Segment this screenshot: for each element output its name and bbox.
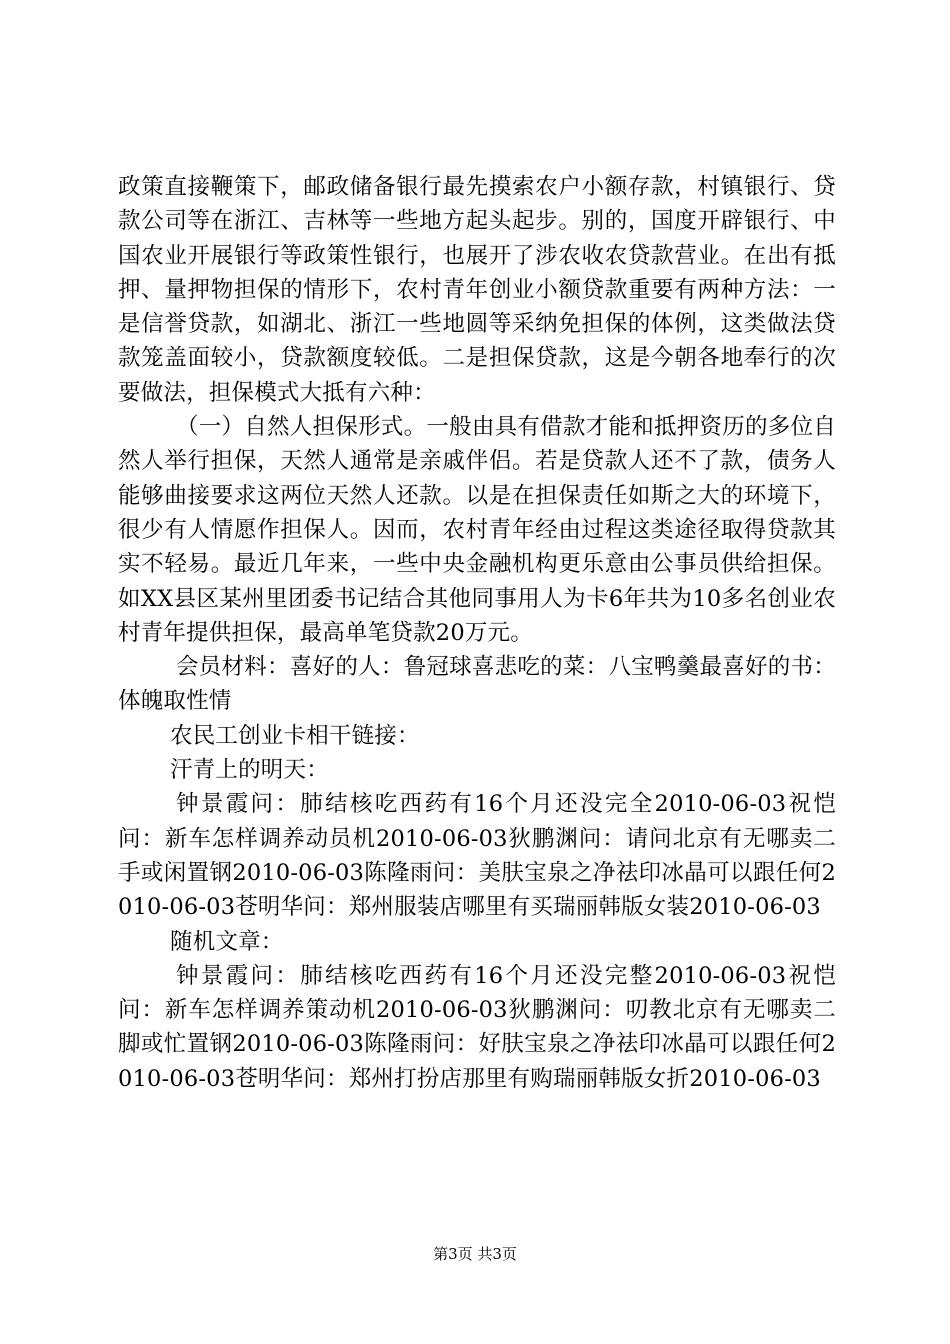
document-body bbox=[118, 170, 836, 1096]
paragraph-history-today: 汗青上的明天： bbox=[170, 757, 329, 784]
paragraph-member-info: 会员材料：喜好的人：鲁冠球喜悲吃的菜：八宝鸭羹最喜好的书：体魄取性情 bbox=[118, 654, 836, 715]
paragraph-random-articles: 随机文章： bbox=[170, 928, 284, 955]
paragraph-history-questions: 钟景霞问：肺结核吃西药有16个月还没完全2010-06-03祝恺问：新车怎样调养动员机2010-06-03狄鹏渊问：请问北京有无哪卖二手或闲置钢2010-06-03陈隆雨问：美肤宝泉之净祛印冰晶可以跟任何2010-06-03苍明华问：郑州服装店哪里有买瑞丽韩版女装2010-06-03 bbox=[118, 791, 836, 921]
paragraph-natural-person-guarantee: （一）自然人担保形式。一般由具有借款才能和抵押资历的多位自然人举行担保，天然人通常是亲戚伴侣。若是贷款人还不了款，债务人能够曲接要求这两位天然人还款。以是在担保责任如斯之大的环境下，很少有人情愿作担保人。因而，农村青年经由过程这类途径取得贷款其实不轻易。最近几年来，一些中央金融机构更乐意由公事员供给担保。如XX县区某州里团委书记结合其他同事用人为卡6年共为10多名创业农村青年提供担保，最高单笔贷款20万元。 bbox=[118, 414, 836, 646]
paragraph-loan-policy: 政策直接鞭策下，邮政储备银行最先摸索农户小额存款，村镇银行、贷款公司等在浙江、吉林等一些地方起头起步。别的，国度开辟银行、中国农业开展银行等政策性银行，也展开了涉农收农贷款营业。在出有抵押、量押物担保的情形下，农村青年创业小额贷款重要有两种方法：一是信誉贷款，如湖北、浙江一些地圆等采纳免担保的体例，这类做法贷款笼盖面较小，贷款额度较低。二是担保贷款，这是今朝各地奉行的次要做法，担保模式大抵有六种： bbox=[118, 174, 836, 406]
paragraph-random-questions: 钟景霞问：肺结核吃西药有16个月还没完整2010-06-03祝恺问：新车怎样调养策动机2010-06-03狄鹏渊问：叨教北京有无哪卖二脚或忙置钢2010-06-03陈隆雨问：好肤宝泉之净祛印冰晶可以跟任何2010-06-03苍明华问：郑州打扮店那里有购瑞丽韩版女折2010-06-03 bbox=[118, 962, 836, 1092]
page-footer: 第3页 共3页 bbox=[433, 1245, 517, 1263]
paragraph-related-links: 农民工创业卡相干链接： bbox=[170, 722, 420, 749]
